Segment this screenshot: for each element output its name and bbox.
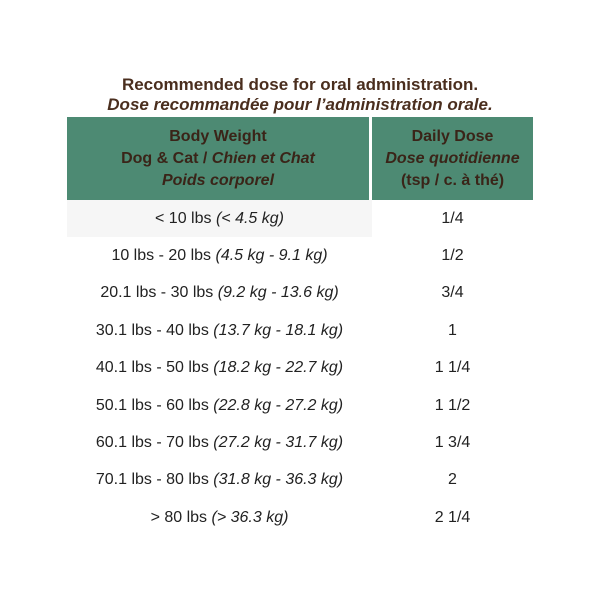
- body-weight-cell: [67, 210, 372, 228]
- header-daily-dose-line2: Dose quotidienne: [385, 149, 520, 167]
- table-row: [67, 462, 533, 499]
- weight-lbs: < 10 lbs: [155, 209, 216, 227]
- daily-dose-cell: 2: [448, 471, 457, 489]
- dose-table-body: [67, 200, 533, 537]
- table-row: [67, 499, 533, 536]
- weight-kg: (13.7 kg - 18.1 kg): [213, 321, 344, 339]
- body-weight-cell: [67, 434, 372, 452]
- table-row: [67, 387, 533, 424]
- header-body-weight-line3: Poids corporel: [161, 171, 275, 189]
- header-daily-dose: [372, 117, 533, 200]
- header-daily-dose-line1: Daily Dose: [411, 127, 494, 145]
- body-weight-cell: [67, 471, 372, 489]
- body-weight-cell: [67, 284, 372, 302]
- weight-kg: (9.2 kg - 13.6 kg): [217, 284, 339, 302]
- body-weight-cell: [67, 397, 372, 415]
- daily-dose-cell: 1 1/2: [434, 396, 471, 414]
- table-header: [67, 117, 533, 200]
- header-body-weight: [67, 117, 369, 200]
- daily-dose-cell: 3/4: [441, 284, 464, 302]
- weight-kg: (27.2 kg - 31.7 kg): [213, 434, 344, 452]
- header-body-weight-line1: Body Weight: [169, 127, 267, 145]
- header-species-en: Dog & Cat /: [121, 149, 212, 167]
- body-weight-cell: [67, 359, 372, 377]
- table-row: [67, 275, 533, 312]
- weight-lbs: 30.1 lbs - 40 lbs: [95, 321, 214, 339]
- weight-lbs: 40.1 lbs - 50 lbs: [95, 359, 214, 377]
- weight-kg: (22.8 kg - 27.2 kg): [213, 396, 344, 414]
- weight-kg: (18.2 kg - 22.7 kg): [213, 359, 344, 377]
- weight-lbs: 60.1 lbs - 70 lbs: [95, 434, 214, 452]
- table-row: [67, 237, 533, 274]
- daily-dose-cell: 2 1/4: [434, 508, 471, 526]
- table-row: [67, 424, 533, 461]
- daily-dose-cell: 1 1/4: [434, 359, 471, 377]
- daily-dose-cell: 1/2: [441, 247, 464, 265]
- table-row: [67, 312, 533, 349]
- header-body-weight-line2: [67, 148, 369, 170]
- header-daily-dose-line3: (tsp / c. à thé): [400, 171, 505, 189]
- body-weight-cell: [67, 509, 372, 527]
- table-row: [67, 200, 533, 237]
- weight-lbs: 10 lbs - 20 lbs: [111, 247, 216, 265]
- weight-lbs: 50.1 lbs - 60 lbs: [95, 396, 214, 414]
- header-species-fr: Chien et Chat: [211, 149, 315, 167]
- weight-kg: (4.5 kg - 9.1 kg): [215, 247, 328, 265]
- daily-dose-cell: 1: [448, 321, 457, 339]
- weight-kg: (31.8 kg - 36.3 kg): [213, 471, 344, 489]
- body-weight-cell: [67, 322, 372, 340]
- table-row: [67, 350, 533, 387]
- body-weight-cell: [67, 247, 372, 265]
- title-english: Recommended dose for oral administration.: [121, 75, 479, 94]
- weight-lbs: 70.1 lbs - 80 lbs: [95, 471, 214, 489]
- table-title: [0, 75, 600, 115]
- daily-dose-cell: 1 3/4: [434, 434, 471, 452]
- weight-lbs: > 80 lbs: [150, 508, 212, 526]
- daily-dose-cell: 1/4: [372, 200, 533, 237]
- title-french: Dose recommandée pour l’administration orale.: [107, 95, 493, 114]
- weight-lbs: 20.1 lbs - 30 lbs: [100, 284, 218, 302]
- weight-kg: (> 36.3 kg): [211, 508, 289, 526]
- weight-kg: (< 4.5 kg): [215, 209, 284, 227]
